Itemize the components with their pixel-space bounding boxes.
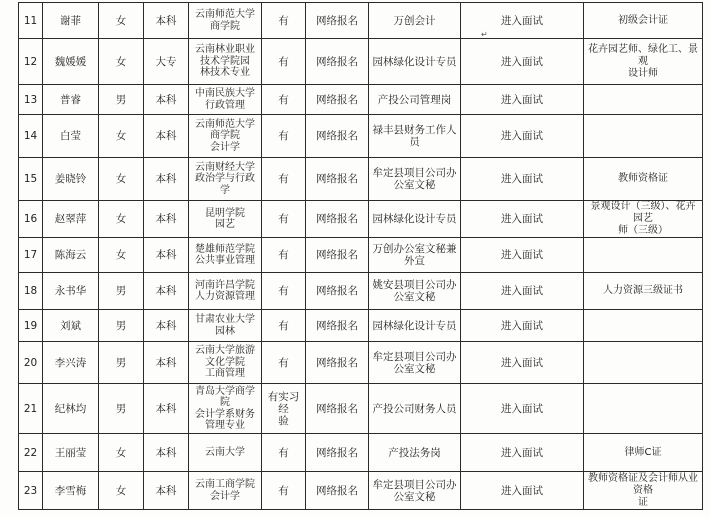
table-row [19, 238, 703, 273]
table-row [19, 85, 703, 115]
candidate-name-cell: 谢菲 [43, 3, 99, 39]
school-major-cell: 云南大学旅游 文化学院 工商管理 [189, 342, 262, 384]
row-number-cell: 21 [19, 384, 43, 434]
education-cell: 本科 [144, 85, 189, 115]
experience-cell: 有 [262, 158, 306, 201]
school-major-cell: 云南财经大学 政治学与行政 学 [189, 158, 262, 201]
education-cell: 大专 [144, 39, 189, 85]
certificates-cell: 景观设计（三级）、花卉园艺 师（三级） [584, 201, 703, 238]
row-number-cell: 17 [19, 238, 43, 273]
candidate-name-cell: 李雪梅 [43, 472, 99, 510]
applied-position-cell: 园林绿化设计专员 [369, 310, 461, 342]
applied-position-cell: 万创办公室文秘兼 外宣 [369, 238, 461, 273]
education-cell: 本科 [144, 384, 189, 434]
candidate-name-cell: 刘斌 [43, 310, 99, 342]
candidate-name-cell: 永书华 [43, 273, 99, 310]
candidate-table [18, 2, 703, 510]
certificates-cell [584, 310, 703, 342]
applied-position-cell: 产投法务岗 [369, 434, 461, 472]
gender-cell: 女 [99, 434, 144, 472]
registration-mode-cell: 网络报名 [306, 384, 369, 434]
gender-cell: 女 [99, 39, 144, 85]
experience-cell: 有 [262, 472, 306, 510]
registration-mode-cell: 网络报名 [306, 273, 369, 310]
table-row [19, 384, 703, 434]
school-major-cell: 楚雄师范学院 公共事业管理 [189, 238, 262, 273]
registration-mode-cell: 网络报名 [306, 158, 369, 201]
table-row [19, 115, 703, 158]
table-row [19, 3, 703, 39]
gender-cell: 女 [99, 3, 144, 39]
review-result-cell: 进入面试 [461, 201, 584, 238]
gender-cell: 男 [99, 310, 144, 342]
candidate-name-cell: 李兴涛 [43, 342, 99, 384]
row-number-cell: 18 [19, 273, 43, 310]
registration-mode-cell: 网络报名 [306, 115, 369, 158]
school-major-cell: 青岛大学商学 院 会计学系财务 管理专业 [189, 384, 262, 434]
row-number-cell: 23 [19, 472, 43, 510]
gender-cell: 男 [99, 273, 144, 310]
school-major-cell: 昆明学院 园艺 [189, 201, 262, 238]
row-number-cell: 12 [19, 39, 43, 85]
gender-cell: 女 [99, 115, 144, 158]
review-result-cell: 进入面试 [461, 158, 584, 201]
row-number-cell: 14 [19, 115, 43, 158]
registration-mode-cell: 网络报名 [306, 201, 369, 238]
certificates-cell [584, 384, 703, 434]
applied-position-cell: 产投公司管理岗 [369, 85, 461, 115]
review-result-cell: 进入面试 [461, 85, 584, 115]
education-cell: 本科 [144, 342, 189, 384]
candidate-name-cell: 魏媛媛 [43, 39, 99, 85]
school-major-cell: 云南林业职业 技术学院园 林技术专业 [189, 39, 262, 85]
row-number-cell: 11 [19, 3, 43, 39]
gender-cell: 男 [99, 342, 144, 384]
school-major-cell: 云南师范大学 商学院 [189, 3, 262, 39]
review-result-cell: 进入面试 [461, 273, 584, 310]
registration-mode-cell: 网络报名 [306, 39, 369, 85]
experience-cell: 有 [262, 310, 306, 342]
gender-cell: 女 [99, 238, 144, 273]
applied-position-cell: 禄丰县财务工作人 员 [369, 115, 461, 158]
gender-cell: 男 [99, 85, 144, 115]
school-major-cell: 河南许昌学院 人力资源管理 [189, 273, 262, 310]
education-cell: 本科 [144, 472, 189, 510]
certificates-cell: 教师资格证 [584, 158, 703, 201]
applied-position-cell: 园林绿化设计专员 [369, 201, 461, 238]
review-result-cell: 进入面试 [461, 434, 584, 472]
registration-mode-cell: 网络报名 [306, 3, 369, 39]
certificates-cell: 人力资源三级证书 [584, 273, 703, 310]
education-cell: 本科 [144, 310, 189, 342]
row-number-cell: 13 [19, 85, 43, 115]
row-number-cell: 19 [19, 310, 43, 342]
row-number-cell: 20 [19, 342, 43, 384]
row-number-cell: 15 [19, 158, 43, 201]
education-cell: 本科 [144, 158, 189, 201]
certificates-cell [584, 238, 703, 273]
candidate-name-cell: 赵翠萍 [43, 201, 99, 238]
applied-position-cell: 牟定县项目公司办 公室文秘 [369, 472, 461, 510]
school-major-cell: 云南大学 [189, 434, 262, 472]
table-row [19, 39, 703, 85]
applied-position-cell: 产投公司财务人员 [369, 384, 461, 434]
candidate-name-cell: 陈海云 [43, 238, 99, 273]
registration-mode-cell: 网络报名 [306, 472, 369, 510]
certificates-cell [584, 85, 703, 115]
table-row [19, 472, 703, 510]
review-result-cell: 进入面试 [461, 238, 584, 273]
registration-mode-cell: 网络报名 [306, 310, 369, 342]
review-result-cell: 进入面试 [461, 384, 584, 434]
education-cell: 本科 [144, 201, 189, 238]
registration-mode-cell: 网络报名 [306, 434, 369, 472]
table-row [19, 273, 703, 310]
education-cell: 本科 [144, 434, 189, 472]
certificates-cell [584, 115, 703, 158]
review-result-cell: 进入面试 [461, 472, 584, 510]
table-row [19, 434, 703, 472]
registration-mode-cell: 网络报名 [306, 85, 369, 115]
candidate-name-cell: 王丽莹 [43, 434, 99, 472]
table-row [19, 158, 703, 201]
review-result-cell: 进入面试 [461, 115, 584, 158]
applied-position-cell: 园林绿化设计专员 [369, 39, 461, 85]
school-major-cell: 甘肃农业大学 园林 [189, 310, 262, 342]
candidate-name-cell: 纪林均 [43, 384, 99, 434]
education-cell: 本科 [144, 3, 189, 39]
experience-cell: 有 [262, 342, 306, 384]
row-number-cell: 16 [19, 201, 43, 238]
applied-position-cell: 姚安县项目公司办 公室文秘 [369, 273, 461, 310]
gender-cell: 男 [99, 384, 144, 434]
registration-mode-cell: 网络报名 [306, 342, 369, 384]
experience-cell: 有 [262, 273, 306, 310]
gender-cell: 女 [99, 158, 144, 201]
gender-cell: 女 [99, 201, 144, 238]
school-major-cell: 云南师范大学 商学院 会计学 [189, 115, 262, 158]
row-number-cell: 22 [19, 434, 43, 472]
table-row [19, 310, 703, 342]
review-result-cell: 进入面试 [461, 3, 584, 39]
experience-cell: 有 [262, 39, 306, 85]
education-cell: 本科 [144, 273, 189, 310]
table-row [19, 342, 703, 384]
pen-mark: ↵ [481, 30, 488, 39]
gender-cell: 女 [99, 472, 144, 510]
review-result-cell: 进入面试 [461, 39, 584, 85]
experience-cell: 有 [262, 238, 306, 273]
experience-cell: 有 [262, 201, 306, 238]
experience-cell: 有 [262, 85, 306, 115]
certificates-cell: 教师资格证及会计师从业资格 证 [584, 472, 703, 510]
education-cell: 本科 [144, 238, 189, 273]
applied-position-cell: 万创会计 [369, 3, 461, 39]
candidate-name-cell: 白莹 [43, 115, 99, 158]
applied-position-cell: 牟定县项目公司办 公室文秘 [369, 342, 461, 384]
certificates-cell: 初级会计证 [584, 3, 703, 39]
certificates-cell: 花卉园艺师、绿化工、景观 设计师 [584, 39, 703, 85]
registration-mode-cell: 网络报名 [306, 238, 369, 273]
applied-position-cell: 牟定县项目公司办 公室文秘 [369, 158, 461, 201]
experience-cell: 有实习经 验 [262, 384, 306, 434]
certificates-cell: 律师C证 [584, 434, 703, 472]
review-result-cell: 进入面试 [461, 342, 584, 384]
school-major-cell: 云南工商学院 会计学 [189, 472, 262, 510]
experience-cell: 有 [262, 115, 306, 158]
table-row [19, 201, 703, 238]
experience-cell: 有 [262, 434, 306, 472]
school-major-cell: 中南民族大学 行政管理 [189, 85, 262, 115]
candidate-name-cell: 姜晓铃 [43, 158, 99, 201]
candidate-name-cell: 普睿 [43, 85, 99, 115]
experience-cell: 有 [262, 3, 306, 39]
table-body [19, 3, 703, 510]
education-cell: 本科 [144, 115, 189, 158]
certificates-cell [584, 342, 703, 384]
review-result-cell: 进入面试 [461, 310, 584, 342]
